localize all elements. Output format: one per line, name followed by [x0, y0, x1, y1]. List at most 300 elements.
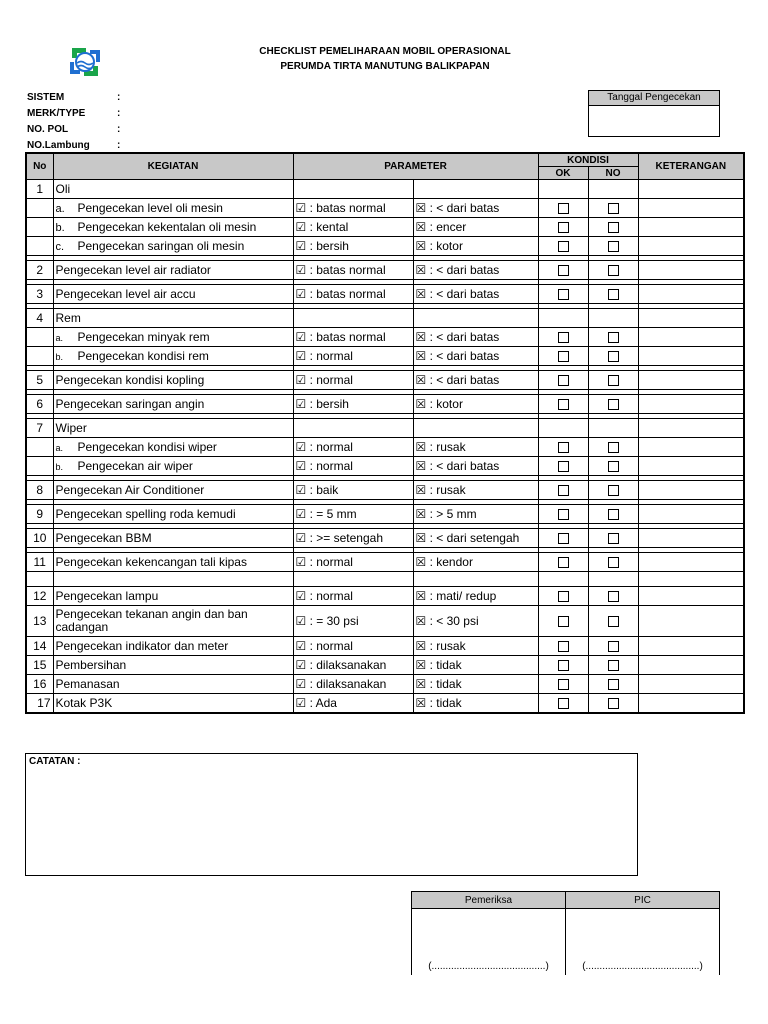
- kegiatan-text: Pengecekan Air Conditioner: [55, 483, 205, 497]
- ok-checkbox[interactable]: [558, 332, 569, 343]
- info-label: MERK/TYPE: [27, 108, 86, 119]
- kegiatan-text: Pengecekan BBM: [55, 531, 152, 545]
- ok-checkbox-cell: [538, 505, 588, 524]
- table-row: [26, 553, 744, 572]
- no-checkbox[interactable]: [608, 557, 619, 568]
- no-checkbox-cell: [588, 694, 638, 714]
- header-no: No: [26, 153, 53, 180]
- param-ok: ☑ : = 30 psi: [293, 606, 413, 637]
- ok-checkbox[interactable]: [558, 660, 569, 671]
- no-checkbox-cell: [588, 328, 638, 347]
- param-bad: ☒ : tidak: [413, 656, 538, 675]
- row-number: 7: [26, 419, 53, 438]
- param-bad: ☒ : tidak: [413, 675, 538, 694]
- ok-checkbox-cell: [538, 419, 588, 438]
- no-checkbox-cell: [588, 481, 638, 500]
- checklist-table: [25, 152, 745, 714]
- pic-signature[interactable]: (.........................................): [566, 909, 720, 976]
- param-bad: ☒ : rusak: [413, 637, 538, 656]
- kegiatan-text: Pengecekan kondisi rem: [77, 349, 209, 363]
- param-ok: ☑ : baik: [293, 481, 413, 500]
- param-bad: ☒ : < dari setengah: [413, 529, 538, 548]
- company-logo: [64, 44, 106, 80]
- kegiatan-text: Pengecekan kondisi wiper: [77, 440, 217, 454]
- spacer-cell: [538, 572, 588, 587]
- table-row: [26, 371, 744, 390]
- row-number: 4: [26, 309, 53, 328]
- keterangan-cell[interactable]: [638, 553, 744, 572]
- kegiatan-text: Pengecekan saringan angin: [55, 397, 205, 411]
- kegiatan-text: Pengecekan level oli mesin: [77, 201, 223, 215]
- table-row: [26, 309, 744, 328]
- ok-checkbox[interactable]: [558, 265, 569, 276]
- row-number: 16: [26, 675, 53, 694]
- row-kegiatan: [53, 481, 293, 500]
- row-number: [26, 199, 53, 218]
- ok-checkbox-cell: [538, 637, 588, 656]
- ok-checkbox-cell: [538, 218, 588, 237]
- no-checkbox[interactable]: [608, 399, 619, 410]
- table-row: [26, 261, 744, 280]
- no-checkbox-cell: [588, 675, 638, 694]
- param-ok: ☑ : normal: [293, 438, 413, 457]
- kegiatan-text: Pengecekan level air radiator: [55, 263, 211, 277]
- keterangan-cell[interactable]: [638, 395, 744, 414]
- kegiatan-text: Oli: [55, 182, 71, 196]
- table-row: [26, 285, 744, 304]
- kegiatan-text: Pengecekan kekencangan tali kipas: [55, 555, 247, 569]
- no-checkbox[interactable]: [608, 533, 619, 544]
- keterangan-cell[interactable]: [638, 371, 744, 390]
- ok-checkbox[interactable]: [558, 509, 569, 520]
- param-ok: ☑ : normal: [293, 553, 413, 572]
- param-ok: ☑ : Ada: [293, 694, 413, 714]
- row-kegiatan: [53, 347, 293, 366]
- info-label: NO. POL: [27, 124, 69, 135]
- no-checkbox-cell: [588, 347, 638, 366]
- table-row: [26, 481, 744, 500]
- param-ok: ☑ : bersih: [293, 395, 413, 414]
- ok-checkbox[interactable]: [558, 616, 569, 627]
- param-ok: ☑ : batas normal: [293, 199, 413, 218]
- param-ok: ☑ : >= setengah: [293, 529, 413, 548]
- row-number: 12: [26, 587, 53, 606]
- no-checkbox[interactable]: [608, 660, 619, 671]
- param-bad: ☒ : rusak: [413, 438, 538, 457]
- keterangan-cell[interactable]: [638, 261, 744, 280]
- row-number: 1: [26, 180, 53, 199]
- param-bad: ☒ : < 30 psi: [413, 606, 538, 637]
- no-checkbox-cell: [588, 457, 638, 476]
- no-checkbox[interactable]: [608, 461, 619, 472]
- keterangan-cell[interactable]: [638, 505, 744, 524]
- param-bad: ☒ : encer: [413, 218, 538, 237]
- info-label: SISTEM: [27, 92, 65, 103]
- keterangan-cell[interactable]: [638, 637, 744, 656]
- no-checkbox[interactable]: [608, 698, 619, 709]
- no-checkbox[interactable]: [608, 241, 619, 252]
- kegiatan-text: Pengecekan saringan oli mesin: [77, 239, 245, 253]
- sub-letter: a.: [55, 333, 64, 343]
- keterangan-cell[interactable]: [638, 237, 744, 256]
- row-number: 11: [26, 553, 53, 572]
- param-ok: ☑ : batas normal: [293, 285, 413, 304]
- ok-checkbox-cell: [538, 328, 588, 347]
- ok-checkbox[interactable]: [558, 241, 569, 252]
- ok-checkbox-cell: [538, 309, 588, 328]
- no-checkbox[interactable]: [608, 289, 619, 300]
- spacer-cell: [588, 572, 638, 587]
- table-row: [26, 438, 744, 457]
- ok-checkbox[interactable]: [558, 399, 569, 410]
- sub-letter: b.: [55, 352, 64, 362]
- no-checkbox[interactable]: [608, 375, 619, 386]
- info-row-sistem: [27, 90, 120, 106]
- param-ok: ☑ : batas normal: [293, 261, 413, 280]
- kegiatan-text: Pengecekan level air accu: [55, 287, 196, 301]
- keterangan-cell[interactable]: [638, 481, 744, 500]
- sub-letter: b.: [55, 462, 64, 472]
- param-bad: ☒ : < dari batas: [413, 371, 538, 390]
- ok-checkbox-cell: [538, 438, 588, 457]
- row-number: 17: [26, 694, 53, 714]
- kegiatan-text: Kotak P3K: [55, 696, 113, 710]
- info-sep: :: [117, 124, 121, 135]
- signature-table: [411, 891, 720, 975]
- row-kegiatan: [53, 285, 293, 304]
- ok-checkbox-cell: [538, 553, 588, 572]
- row-number: 3: [26, 285, 53, 304]
- keterangan-cell[interactable]: [638, 419, 744, 438]
- table-row: [26, 180, 744, 199]
- catatan-box[interactable]: [25, 753, 638, 876]
- no-checkbox[interactable]: [608, 203, 619, 214]
- header-ok: OK: [538, 167, 588, 180]
- param-bad: [413, 180, 538, 199]
- param-ok: ☑ : kental: [293, 218, 413, 237]
- no-checkbox[interactable]: [608, 509, 619, 520]
- row-kegiatan: [53, 606, 293, 637]
- row-number: [26, 237, 53, 256]
- no-checkbox-cell: [588, 587, 638, 606]
- spacer-row: [26, 572, 744, 587]
- header-parameter: PARAMETER: [293, 153, 538, 180]
- param-ok: ☑ : bersih: [293, 237, 413, 256]
- header-kegiatan: KEGIATAN: [53, 153, 293, 180]
- param-ok: [293, 180, 413, 199]
- ok-checkbox-cell: [538, 180, 588, 199]
- tanggal-label: Tanggal Pengecekan: [589, 91, 719, 106]
- header-kondisi: KONDISI: [538, 153, 638, 167]
- param-bad: ☒ : rusak: [413, 481, 538, 500]
- spacer-cell: [413, 572, 538, 587]
- row-number: 9: [26, 505, 53, 524]
- keterangan-cell[interactable]: [638, 180, 744, 199]
- table-row: [26, 587, 744, 606]
- table-row: [26, 694, 744, 714]
- info-sep: :: [117, 92, 121, 103]
- kegiatan-text: Pengecekan air wiper: [77, 459, 193, 473]
- row-kegiatan: [53, 656, 293, 675]
- spacer-cell: [26, 572, 53, 587]
- kegiatan-text: Pemanasan: [55, 677, 120, 691]
- table-row: [26, 505, 744, 524]
- ok-checkbox[interactable]: [558, 591, 569, 602]
- pemeriksa-header: Pemeriksa: [412, 892, 566, 909]
- header-keterangan: KETERANGAN: [638, 153, 744, 180]
- kegiatan-text: Pengecekan kekentalan oli mesin: [77, 220, 257, 234]
- pic-header: PIC: [566, 892, 720, 909]
- ok-checkbox-cell: [538, 529, 588, 548]
- row-number: 10: [26, 529, 53, 548]
- row-kegiatan: [53, 694, 293, 714]
- row-kegiatan: [53, 309, 293, 328]
- row-number: [26, 457, 53, 476]
- info-row-merk: [27, 106, 120, 122]
- param-bad: ☒ : tidak: [413, 694, 538, 714]
- row-kegiatan: [53, 587, 293, 606]
- table-row: [26, 656, 744, 675]
- no-checkbox-cell: [588, 606, 638, 637]
- row-kegiatan: [53, 180, 293, 199]
- table-row: [26, 637, 744, 656]
- ok-checkbox[interactable]: [558, 485, 569, 496]
- ok-checkbox-cell: [538, 481, 588, 500]
- info-sep: :: [117, 140, 121, 151]
- no-checkbox[interactable]: [608, 679, 619, 690]
- no-checkbox-cell: [588, 261, 638, 280]
- ok-checkbox-cell: [538, 675, 588, 694]
- no-checkbox[interactable]: [608, 332, 619, 343]
- row-number: [26, 438, 53, 457]
- kegiatan-text: Pembersihan: [55, 658, 127, 672]
- keterangan-cell[interactable]: [638, 347, 744, 366]
- no-checkbox[interactable]: [608, 442, 619, 453]
- table-row: [26, 395, 744, 414]
- param-ok: ☑ : normal: [293, 457, 413, 476]
- ok-checkbox-cell: [538, 606, 588, 637]
- pemeriksa-signature[interactable]: (.........................................): [412, 909, 566, 976]
- title-line-2: PERUMDA TIRTA MANUTUNG BALIKPAPAN: [280, 61, 490, 72]
- table-row: [26, 675, 744, 694]
- param-bad: ☒ : < dari batas: [413, 261, 538, 280]
- row-kegiatan: [53, 371, 293, 390]
- keterangan-cell[interactable]: [638, 438, 744, 457]
- ok-checkbox-cell: [538, 395, 588, 414]
- ok-checkbox-cell: [538, 587, 588, 606]
- checklist-body: [26, 180, 744, 714]
- table-row: [26, 199, 744, 218]
- keterangan-cell[interactable]: [638, 309, 744, 328]
- sub-letter: a.: [55, 203, 65, 215]
- row-kegiatan: [53, 675, 293, 694]
- ok-checkbox[interactable]: [558, 679, 569, 690]
- param-ok: ☑ : normal: [293, 347, 413, 366]
- table-row: [26, 328, 744, 347]
- row-number: 2: [26, 261, 53, 280]
- tanggal-box: [588, 90, 720, 137]
- no-checkbox-cell: [588, 395, 638, 414]
- param-bad: ☒ : < dari batas: [413, 328, 538, 347]
- spacer-cell: [293, 572, 413, 587]
- title-line-1: CHECKLIST PEMELIHARAAN MOBIL OPERASIONAL: [259, 46, 511, 57]
- ok-checkbox[interactable]: [558, 222, 569, 233]
- param-ok: ☑ : normal: [293, 587, 413, 606]
- row-kegiatan: [53, 553, 293, 572]
- row-number: 14: [26, 637, 53, 656]
- keterangan-cell[interactable]: [638, 285, 744, 304]
- no-checkbox-cell: [588, 180, 638, 199]
- row-kegiatan: [53, 457, 293, 476]
- ok-checkbox-cell: [538, 347, 588, 366]
- keterangan-cell[interactable]: [638, 199, 744, 218]
- no-checkbox-cell: [588, 419, 638, 438]
- kegiatan-text: Wiper: [55, 421, 87, 435]
- row-kegiatan: [53, 237, 293, 256]
- keterangan-cell[interactable]: [638, 675, 744, 694]
- keterangan-cell[interactable]: [638, 656, 744, 675]
- keterangan-cell[interactable]: [638, 587, 744, 606]
- row-kegiatan: [53, 505, 293, 524]
- no-checkbox-cell: [588, 199, 638, 218]
- kegiatan-text: Pengecekan minyak rem: [77, 330, 210, 344]
- ok-checkbox-cell: [538, 285, 588, 304]
- kegiatan-text: Pengecekan indikator dan meter: [55, 639, 229, 653]
- keterangan-cell[interactable]: [638, 328, 744, 347]
- no-checkbox[interactable]: [608, 641, 619, 652]
- table-row: [26, 529, 744, 548]
- table-row: [26, 457, 744, 476]
- param-ok: ☑ : normal: [293, 637, 413, 656]
- header-no-col: NO: [588, 167, 638, 180]
- table-row: [26, 218, 744, 237]
- vehicle-info: [27, 90, 120, 154]
- no-checkbox-cell: [588, 218, 638, 237]
- ok-checkbox-cell: [538, 199, 588, 218]
- table-row: [26, 347, 744, 366]
- ok-checkbox[interactable]: [558, 641, 569, 652]
- keterangan-cell[interactable]: [638, 529, 744, 548]
- catatan-label: CATATAN :: [29, 756, 81, 767]
- row-kegiatan: [53, 529, 293, 548]
- no-checkbox[interactable]: [608, 265, 619, 276]
- row-kegiatan: [53, 419, 293, 438]
- ok-checkbox[interactable]: [558, 442, 569, 453]
- row-number: 13: [26, 606, 53, 637]
- kegiatan-text: Rem: [55, 311, 81, 325]
- ok-checkbox[interactable]: [558, 557, 569, 568]
- param-bad: ☒ : mati/ redup: [413, 587, 538, 606]
- ok-checkbox[interactable]: [558, 289, 569, 300]
- param-ok: ☑ : normal: [293, 371, 413, 390]
- no-checkbox-cell: [588, 553, 638, 572]
- no-checkbox-cell: [588, 309, 638, 328]
- no-checkbox[interactable]: [608, 222, 619, 233]
- param-ok: ☑ : dilaksanakan: [293, 656, 413, 675]
- param-bad: [413, 419, 538, 438]
- keterangan-cell[interactable]: [638, 694, 744, 714]
- tanggal-field[interactable]: [589, 106, 719, 136]
- row-number: [26, 347, 53, 366]
- ok-checkbox[interactable]: [558, 461, 569, 472]
- sub-letter: c.: [55, 241, 65, 253]
- no-checkbox[interactable]: [608, 591, 619, 602]
- table-row: [26, 606, 744, 637]
- keterangan-cell[interactable]: [638, 606, 744, 637]
- row-number: 5: [26, 371, 53, 390]
- no-checkbox-cell: [588, 529, 638, 548]
- sub-letter: b.: [55, 222, 65, 234]
- no-checkbox[interactable]: [608, 351, 619, 362]
- param-bad: [413, 309, 538, 328]
- param-bad: ☒ : < dari batas: [413, 457, 538, 476]
- no-checkbox-cell: [588, 438, 638, 457]
- spacer-cell: [53, 572, 293, 587]
- spacer-cell: [638, 572, 744, 587]
- row-kegiatan: [53, 261, 293, 280]
- ok-checkbox-cell: [538, 261, 588, 280]
- row-kegiatan: [53, 637, 293, 656]
- row-number: 6: [26, 395, 53, 414]
- ok-checkbox-cell: [538, 457, 588, 476]
- param-bad: ☒ : < dari batas: [413, 199, 538, 218]
- no-checkbox-cell: [588, 285, 638, 304]
- no-checkbox[interactable]: [608, 616, 619, 627]
- ok-checkbox[interactable]: [558, 203, 569, 214]
- no-checkbox-cell: [588, 637, 638, 656]
- no-checkbox-cell: [588, 237, 638, 256]
- ok-checkbox-cell: [538, 371, 588, 390]
- kegiatan-text: Pengecekan spelling roda kemudi: [55, 507, 236, 521]
- ok-checkbox[interactable]: [558, 351, 569, 362]
- row-number: 15: [26, 656, 53, 675]
- row-kegiatan: [53, 218, 293, 237]
- kegiatan-text: Pengecekan lampu: [55, 589, 159, 603]
- no-checkbox-cell: [588, 371, 638, 390]
- row-kegiatan: [53, 395, 293, 414]
- no-checkbox[interactable]: [608, 485, 619, 496]
- kegiatan-text: Pengecekan tekanan angin dan ban cadangan: [55, 607, 248, 634]
- row-number: 8: [26, 481, 53, 500]
- info-sep: :: [117, 108, 121, 119]
- ok-checkbox-cell: [538, 237, 588, 256]
- row-kegiatan: [53, 438, 293, 457]
- param-ok: [293, 419, 413, 438]
- keterangan-cell[interactable]: [638, 457, 744, 476]
- sub-letter: a.: [55, 443, 64, 453]
- row-number: [26, 218, 53, 237]
- row-kegiatan: [53, 328, 293, 347]
- param-bad: ☒ : > 5 mm: [413, 505, 538, 524]
- keterangan-cell[interactable]: [638, 218, 744, 237]
- kegiatan-text: Pengecekan kondisi kopling: [55, 373, 205, 387]
- param-ok: ☑ : batas normal: [293, 328, 413, 347]
- param-bad: ☒ : kotor: [413, 395, 538, 414]
- param-ok: [293, 309, 413, 328]
- info-row-nopol: [27, 122, 120, 138]
- ok-checkbox-cell: [538, 694, 588, 714]
- param-bad: ☒ : < dari batas: [413, 347, 538, 366]
- param-bad: ☒ : < dari batas: [413, 285, 538, 304]
- param-bad: ☒ : kendor: [413, 553, 538, 572]
- no-checkbox-cell: [588, 505, 638, 524]
- ok-checkbox[interactable]: [558, 533, 569, 544]
- param-ok: ☑ : dilaksanakan: [293, 675, 413, 694]
- table-row: [26, 419, 744, 438]
- ok-checkbox[interactable]: [558, 375, 569, 386]
- ok-checkbox-cell: [538, 656, 588, 675]
- ok-checkbox[interactable]: [558, 698, 569, 709]
